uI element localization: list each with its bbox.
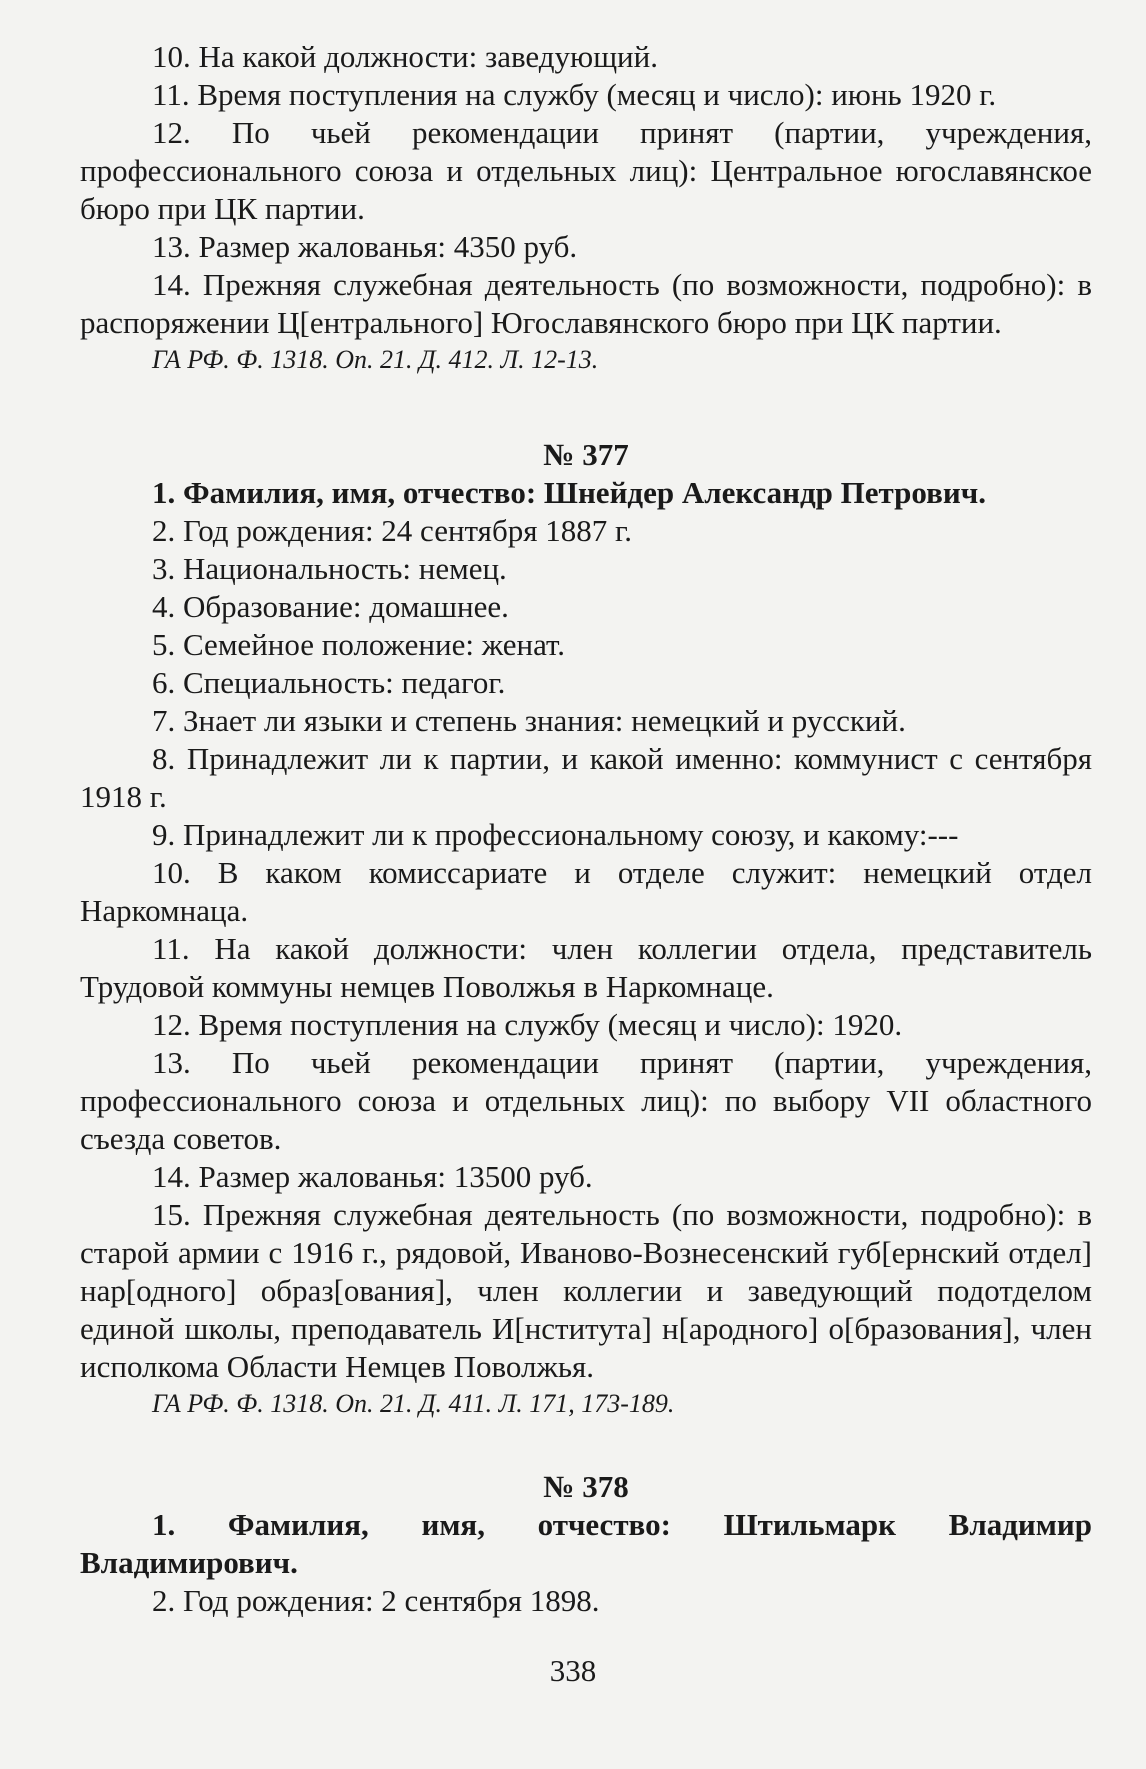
record-name-line: 1. Фамилия, имя, отчество: Штильмарк Владимир Владимирович. (80, 1507, 1092, 1580)
archive-source-citation: ГА РФ. Ф. 1318. Оп. 21. Д. 412. Л. 12-13. (152, 345, 599, 374)
list-item: 14. Размер жалованья: 13500 руб. (152, 1159, 593, 1194)
archive-source-citation: ГА РФ. Ф. 1318. Оп. 21. Д. 411. Л. 171, 173-189. (152, 1389, 675, 1418)
section-previous-record (80, 38, 1092, 378)
page-number: 338 (549, 1653, 597, 1688)
record-377 (80, 436, 1092, 1422)
list-item: 13. По чьей рекомендации принят (партии, учреждения, профессионального союза и отдельных лиц): по выбору VII областного съезда советов. (80, 1045, 1092, 1156)
list-item: 11. На какой должности: член коллегии отдела, представитель Трудовой коммуны немцев Поволжья в Наркомнаце. (80, 931, 1092, 1004)
list-item: 7. Знает ли языки и степень знания: немецкий и русский. (152, 703, 906, 738)
list-item: 3. Национальность: немец. (152, 551, 507, 586)
list-item: 8. Принадлежит ли к партии, и какой именно: коммунист с сентября 1918 г. (80, 741, 1092, 814)
list-item: 15. Прежняя служебная деятельность (по возможности, подробно): в старой армии с 1916 г., рядовой, Иваново-Вознесенский губ[ернский отдел] нар[одного] образ[ования], член коллегии и заведующий подотделом единой школы, преподаватель И[нститута] н[ародного] о[бразования], член исполкома Области Немцев Поволжья. (80, 1197, 1092, 1384)
list-item: 14. Прежняя служебная деятельность (по возможности, подробно): в распоряжении Ц[ентрального] Югославянского бюро при ЦК партии. (80, 267, 1092, 340)
list-item: 6. Специальность: педагог. (152, 665, 506, 700)
list-item: 2. Год рождения: 24 сентября 1887 г. (152, 513, 632, 548)
document-page (80, 38, 1092, 1620)
list-item: 2. Год рождения: 2 сентября 1898. (152, 1583, 600, 1618)
document-number-heading: № 377 (543, 437, 629, 472)
list-item: 12. По чьей рекомендации принят (партии, учреждения, профессионального союза и отдельных лиц): Центральное югославянское бюро при ЦК партии. (80, 115, 1092, 226)
list-item: 10. На какой должности: заведующий. (152, 39, 658, 74)
list-item: 9. Принадлежит ли к профессиональному союзу, и какому:--- (152, 817, 959, 852)
list-item: 10. В каком комиссариате и отделе служит: немецкий отдел Наркомнаца. (80, 855, 1092, 928)
list-item: 4. Образование: домашнее. (152, 589, 509, 624)
list-item: 12. Время поступления на службу (месяц и число): 1920. (152, 1007, 903, 1042)
list-item: 5. Семейное положение: женат. (152, 627, 565, 662)
record-name-line: 1. Фамилия, имя, отчество: Шнейдер Александр Петрович. (152, 475, 986, 510)
list-item: 11. Время поступления на службу (месяц и число): июнь 1920 г. (152, 77, 997, 112)
record-378 (80, 1468, 1092, 1620)
document-number-heading: № 378 (543, 1469, 629, 1504)
list-item: 13. Размер жалованья: 4350 руб. (152, 229, 578, 264)
